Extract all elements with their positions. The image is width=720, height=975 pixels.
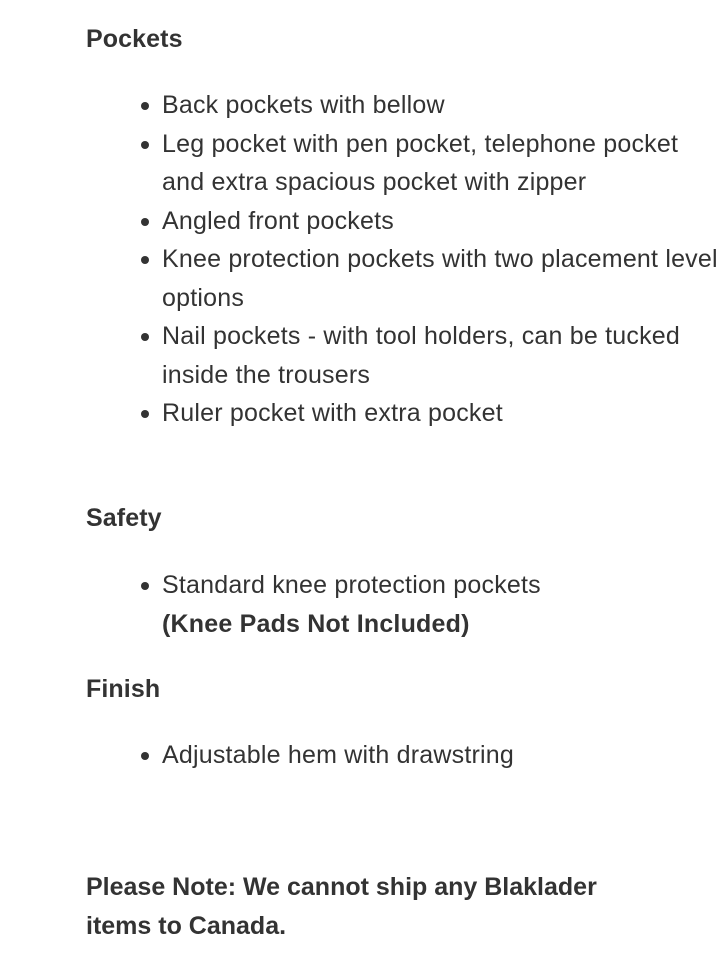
finish-list (86, 736, 720, 775)
list-item: Adjustable hem with drawstring (162, 736, 720, 775)
pockets-list (86, 86, 720, 433)
bullet-icon (141, 218, 149, 226)
bullet-icon (141, 102, 149, 110)
list-item: Back pockets with bellow (162, 86, 720, 125)
bullet-icon (141, 256, 149, 264)
section-title-finish: Finish (86, 675, 161, 703)
list-item: Knee protection pockets with two placement level options (162, 240, 720, 317)
list-item: Nail pockets - with tool holders, can be tucked inside the trousers (162, 317, 720, 394)
safety-list (86, 566, 720, 643)
bullet-icon (141, 141, 149, 149)
bullet-icon (141, 333, 149, 341)
list-item: Ruler pocket with extra pocket (162, 394, 720, 433)
bullet-icon (141, 410, 149, 418)
bullet-icon (141, 582, 149, 590)
shipping-note: Please Note: We cannot ship any Blaklader items to Canada. (86, 873, 597, 940)
bullet-icon (141, 752, 149, 760)
list-item: Leg pocket with pen pocket, telephone pocket and extra spacious pocket with zipper (162, 125, 720, 202)
list-item: Angled front pockets (162, 202, 720, 241)
list-item: Standard knee protection pockets (Knee Pads Not Included) (162, 566, 720, 643)
knee-pads-disclaimer: (Knee Pads Not Included) (162, 609, 470, 638)
section-title-safety: Safety (86, 504, 162, 532)
section-title-pockets: Pockets (86, 25, 183, 53)
